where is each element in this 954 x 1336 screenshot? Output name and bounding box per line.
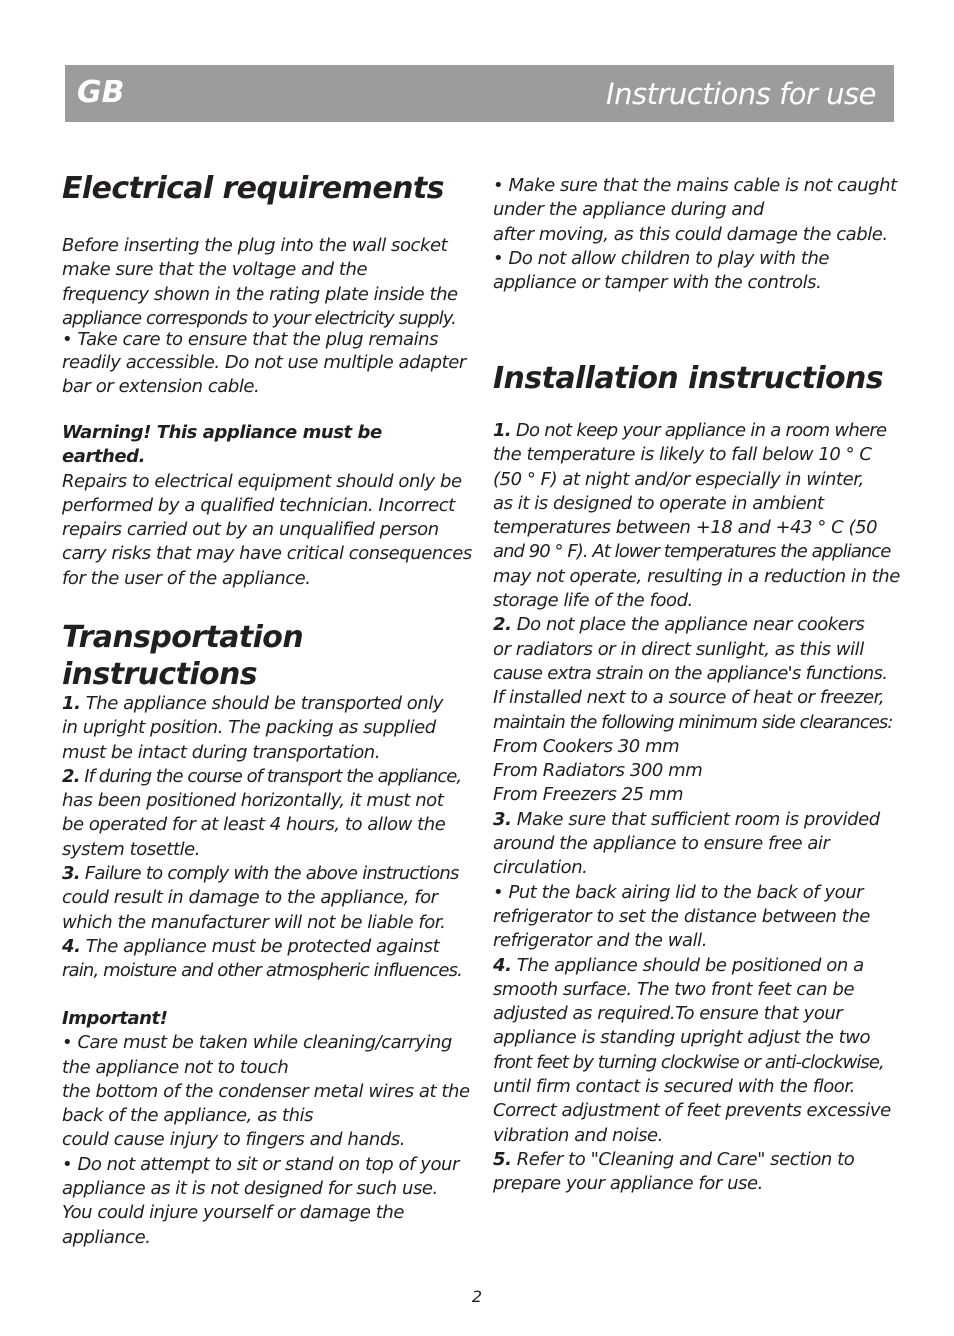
text-line: the temperature is likely to fall below 10 ° C bbox=[493, 444, 872, 466]
text-line: be operated for at least 4 hours, to allow the bbox=[62, 814, 446, 836]
text-line: • Do not allow children to play with the bbox=[493, 247, 830, 269]
text-line: smooth surface. The two front feet can be bbox=[493, 978, 855, 1000]
text-line: front feet by turning clockwise or anti-clockwise, bbox=[493, 1051, 884, 1073]
text-line: may not operate, resulting in a reduction in the bbox=[493, 565, 900, 587]
important-notes bbox=[62, 1007, 470, 1250]
text-line: in upright position. The packing as supplied bbox=[62, 717, 436, 739]
item-number: 5. bbox=[493, 1148, 512, 1170]
transport-heading bbox=[62, 619, 482, 693]
text-line: • Make sure that the mains cable is not caught bbox=[493, 175, 897, 196]
text-line: adjusted as required.To ensure that your bbox=[493, 1003, 843, 1025]
text-line: From Cookers 30 mm bbox=[493, 735, 680, 757]
text-line: repairs carried out by an unqualified person bbox=[62, 519, 439, 541]
header-title: Instructions for use bbox=[606, 77, 876, 111]
text-line: or radiators or in direct sunlight, as this will bbox=[493, 638, 864, 660]
text-line: refrigerator to set the distance between the bbox=[493, 905, 870, 927]
text-line: readily accessible. Do not use multiple adapter bbox=[62, 352, 466, 374]
text-line: frequency shown in the rating plate inside the bbox=[62, 283, 458, 305]
cable-notes bbox=[493, 174, 897, 295]
text-line: as it is designed to operate in ambient bbox=[493, 492, 824, 514]
text-line: temperatures between +18 and +43 ° C (50 bbox=[493, 517, 878, 539]
list-item bbox=[62, 935, 466, 959]
heading-line: instructions bbox=[62, 657, 258, 692]
text-line: cause extra strain on the appliance's functions. bbox=[493, 662, 888, 684]
text-line: for the user of the appliance. bbox=[62, 567, 311, 589]
text-line: make sure that the voltage and the bbox=[62, 259, 368, 281]
text-line: could cause injury to fingers and hands. bbox=[62, 1129, 406, 1151]
text-line: If installed next to a source of heat or freezer, bbox=[493, 687, 885, 709]
list-item bbox=[493, 613, 897, 637]
text-line: From Radiators 300 mm bbox=[493, 760, 703, 782]
text-line: appliance. bbox=[62, 1226, 151, 1248]
text-line: (50 ° F) at night and/or especially in winter, bbox=[493, 468, 864, 490]
item-number: 3. bbox=[62, 863, 80, 885]
warning-line: earthed. bbox=[62, 446, 145, 468]
text-line: You could injure yourself or damage the bbox=[62, 1202, 404, 1224]
text-line: and 90 ° F). At lower temperatures the appliance bbox=[493, 541, 891, 563]
list-item bbox=[62, 862, 466, 886]
text-line: after moving, as this could damage the cable. bbox=[493, 223, 888, 245]
text-line: • Do not attempt to sit or stand on top of your bbox=[62, 1153, 459, 1175]
text-line: prepare your appliance for use. bbox=[493, 1173, 763, 1195]
heading-line: Transportation bbox=[62, 620, 304, 655]
text-line: • Put the back airing lid to the back of your bbox=[493, 881, 864, 903]
item-number: 1. bbox=[493, 420, 511, 441]
text-line: back of the appliance, as this bbox=[62, 1105, 314, 1127]
text-line: rain, moisture and other atmospheric influences. bbox=[62, 960, 462, 982]
text-line: appliance is standing upright adjust the two bbox=[493, 1027, 871, 1049]
list-item bbox=[493, 419, 897, 443]
text-line: the appliance not to touch bbox=[62, 1056, 289, 1078]
list-item bbox=[62, 692, 466, 716]
earthing-warning bbox=[62, 421, 472, 591]
list-item bbox=[493, 808, 897, 832]
text-line: bar or extension cable. bbox=[62, 375, 260, 397]
item-text: Failure to comply with the above instructions bbox=[84, 863, 459, 885]
text-line: system tosettle. bbox=[62, 838, 201, 860]
page-number: 2 bbox=[471, 1287, 483, 1306]
item-text: If during the course of transport the appliance, bbox=[84, 765, 462, 787]
list-item bbox=[62, 765, 466, 789]
item-text: The appliance must be protected against bbox=[85, 935, 440, 957]
item-text: Do not keep your appliance in a room where bbox=[515, 420, 887, 441]
list-item bbox=[493, 1148, 897, 1172]
installation-heading: Installation instructions bbox=[493, 361, 884, 396]
item-number: 4. bbox=[62, 935, 81, 957]
item-text: Make sure that sufficient room is provided bbox=[516, 808, 880, 830]
text-line: which the manufacturer will not be liable for. bbox=[62, 911, 446, 933]
page-header bbox=[65, 65, 894, 122]
warning-line: Warning! This appliance must be bbox=[62, 422, 382, 443]
installation-list bbox=[493, 419, 900, 1197]
item-text: Do not place the appliance near cookers bbox=[516, 614, 865, 636]
item-text: Refer to "Cleaning and Care" section to bbox=[516, 1148, 855, 1170]
text-line: under the appliance during and bbox=[493, 199, 764, 221]
text-line: • Take care to ensure that the plug remains bbox=[62, 329, 439, 351]
text-line: appliance or tamper with the controls. bbox=[493, 272, 822, 294]
text-line: • Care must be taken while cleaning/carrying bbox=[62, 1032, 452, 1054]
text-line: the bottom of the condenser metal wires at the bbox=[62, 1080, 470, 1102]
list-item bbox=[493, 954, 897, 978]
item-number: 4. bbox=[493, 954, 512, 976]
item-number: 1. bbox=[62, 693, 81, 714]
important-label: Important! bbox=[62, 1008, 168, 1029]
language-code: GB bbox=[77, 75, 125, 110]
text-line: Repairs to electrical equipment should only be bbox=[62, 470, 462, 492]
text-line: appliance corresponds to your electricity supply. bbox=[62, 307, 456, 329]
item-text: The appliance should be transported only bbox=[85, 693, 444, 714]
text-line: around the appliance to ensure free air bbox=[493, 833, 830, 855]
text-line: has been positioned horizontally, it must not bbox=[62, 790, 444, 812]
text-line: vibration and noise. bbox=[493, 1124, 663, 1146]
item-number: 2. bbox=[62, 765, 80, 787]
item-text: The appliance should be positioned on a bbox=[516, 954, 864, 976]
item-number: 3. bbox=[493, 808, 512, 830]
item-number: 2. bbox=[493, 614, 512, 636]
electrical-text bbox=[62, 234, 466, 399]
text-line: appliance as it is not designed for such use. bbox=[62, 1178, 438, 1200]
text-line: circulation. bbox=[493, 857, 588, 879]
text-line: storage life of the food. bbox=[493, 590, 693, 612]
electrical-heading: Electrical requirements bbox=[62, 171, 444, 206]
text-line: refrigerator and the wall. bbox=[493, 930, 707, 952]
text-line: From Freezers 25 mm bbox=[493, 784, 684, 806]
text-line: Correct adjustment of feet prevents excessive bbox=[493, 1100, 891, 1122]
text-line: Before inserting the plug into the wall socket bbox=[62, 235, 448, 256]
text-line: until firm contact is secured with the floor. bbox=[493, 1076, 855, 1098]
text-line: maintain the following minimum side clearances: bbox=[493, 711, 893, 733]
text-line: performed by a qualified technician. Incorrect bbox=[62, 494, 455, 516]
transport-list bbox=[62, 692, 466, 984]
text-line: carry risks that may have critical consequences bbox=[62, 543, 472, 565]
text-line: could result in damage to the appliance, for bbox=[62, 887, 438, 909]
text-line: must be intact during transportation. bbox=[62, 741, 381, 763]
